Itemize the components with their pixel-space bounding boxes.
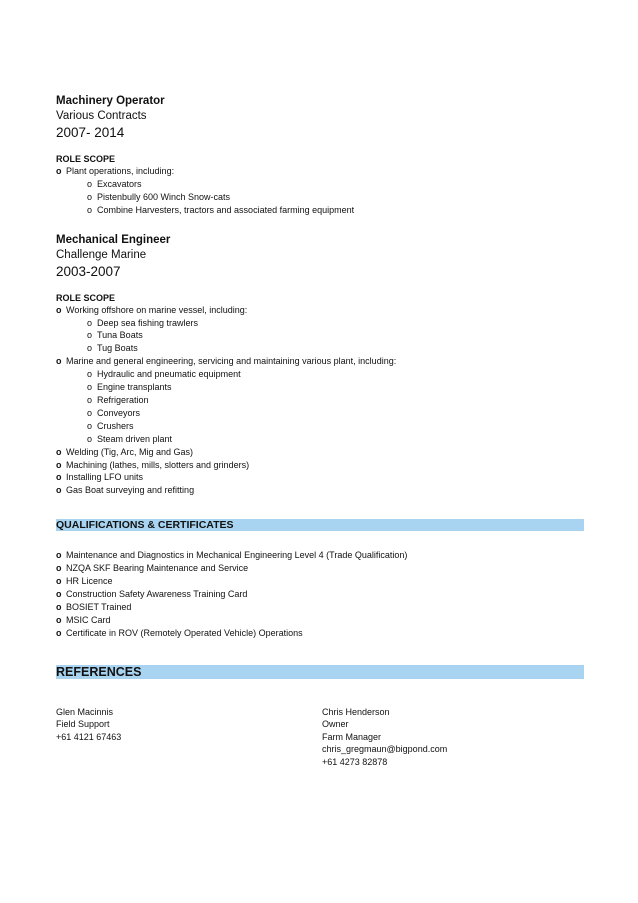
sub-list-item (87, 317, 584, 330)
sub-bullet-icon: o (87, 343, 93, 354)
qualification-text: HR Licence (66, 576, 113, 587)
bullet-icon: o (56, 459, 62, 470)
job-title: Machinery Operator (56, 95, 165, 107)
qualification-text: BOSIET Trained (66, 601, 132, 612)
sub-bullet-icon: o (87, 420, 93, 431)
sub-list-item (87, 420, 584, 433)
list-item (56, 601, 584, 614)
qualification-text: NZQA SKF Bearing Maintenance and Service (66, 563, 249, 574)
list-item (56, 627, 584, 640)
list-item (56, 614, 584, 627)
list-item (56, 575, 584, 588)
reference-name: Glen Macinnis (56, 706, 114, 717)
sub-bullet-icon: o (87, 204, 93, 215)
role-scope-list (56, 165, 584, 217)
bullet-icon: o (56, 627, 62, 638)
list-item (56, 588, 584, 601)
reference-email: chris_gregmaun@bigpond.com (322, 744, 448, 755)
list-item (56, 562, 584, 575)
bullet-icon: o (56, 601, 62, 612)
reference-role: Owner (322, 719, 349, 730)
bullet-icon: o (56, 576, 62, 587)
bullet-icon: o (56, 550, 62, 561)
list-item-text: Plant operations, including: (66, 166, 175, 176)
bullet-icon: o (56, 588, 62, 599)
sub-list-item (87, 381, 584, 394)
bullet-icon: o (56, 304, 62, 315)
list-item (56, 304, 584, 356)
list-item (56, 484, 584, 497)
job-company: Various Contracts (56, 110, 147, 122)
sub-bullet-icon: o (87, 433, 93, 444)
bullet-icon: o (56, 472, 62, 483)
list-item (56, 549, 584, 562)
reference-role-secondary: Farm Manager (322, 731, 382, 742)
sub-item-text: Combine Harvesters, tractors and associated farming equipment (97, 204, 355, 215)
list-item-text: Gas Boat surveying and refitting (66, 485, 195, 496)
sub-list-item (87, 394, 584, 407)
list-item-text: Installing LFO units (66, 472, 144, 483)
list-item (56, 165, 584, 217)
resume-content (56, 94, 584, 776)
reference-name: Chris Henderson (322, 706, 390, 717)
list-item-text: Welding (Tig, Arc, Mig and Gas) (66, 446, 194, 457)
role-scope-label: ROLE SCOPE (56, 154, 116, 164)
sub-list-item (87, 204, 584, 217)
sub-list (87, 317, 584, 356)
sub-item-text: Hydraulic and pneumatic equipment (97, 369, 241, 380)
bullet-icon: o (56, 446, 62, 457)
bullet-icon: o (56, 166, 62, 176)
list-item-text: Marine and general engineering, servicing and maintaining various plant, including: (66, 356, 397, 367)
list-item (56, 459, 584, 472)
job-dates: 2003-2007 (56, 263, 121, 279)
sub-bullet-icon: o (87, 330, 93, 341)
reference-role: Field Support (56, 719, 110, 730)
sub-bullet-icon: o (87, 407, 93, 418)
sub-bullet-icon: o (87, 382, 93, 393)
sub-item-text: Deep sea fishing trawlers (97, 317, 199, 328)
sub-list-item (87, 178, 584, 191)
job-entry-mechanical-engineer (56, 233, 584, 498)
qualification-text: Certificate in ROV (Remotely Operated Vehicle) Operations (66, 627, 303, 638)
job-entry-machinery-operator (56, 94, 584, 217)
sub-bullet-icon: o (87, 394, 93, 405)
references-heading: REFERENCES (56, 665, 584, 679)
job-dates: 2007- 2014 (56, 125, 125, 140)
sub-item-text: Tuna Boats (97, 330, 143, 341)
job-company: Challenge Marine (56, 248, 147, 261)
sub-list-item (87, 433, 584, 446)
qualification-text: Maintenance and Diagnostics in Mechanical Engineering Level 4 (Trade Qualification) (66, 550, 408, 561)
sub-list-item (87, 191, 584, 204)
sub-list (87, 368, 584, 445)
qualifications-heading: QUALIFICATIONS & CERTIFICATES (56, 519, 584, 531)
list-item (56, 355, 584, 445)
bullet-icon: o (56, 356, 62, 367)
sub-bullet-icon: o (87, 178, 93, 189)
list-item (56, 471, 584, 484)
list-item-text: Machining (lathes, mills, slotters and grinders) (66, 459, 250, 470)
sub-item-text: Refrigeration (97, 394, 149, 405)
sub-list-item (87, 342, 584, 355)
reference-chris-henderson (322, 706, 447, 769)
qualification-text: Construction Safety Awareness Training Card (66, 588, 248, 599)
list-item (56, 446, 584, 459)
role-scope-label: ROLE SCOPE (56, 292, 116, 303)
sub-item-text: Steam driven plant (97, 433, 173, 444)
reference-phone: +61 4121 67463 (56, 731, 122, 742)
job-title: Mechanical Engineer (56, 233, 171, 246)
reference-glen-macinnis (56, 706, 121, 744)
bullet-icon: o (56, 563, 62, 574)
bullet-icon: o (56, 485, 62, 496)
sub-bullet-icon: o (87, 317, 93, 328)
sub-list (87, 178, 584, 217)
sub-item-text: Pistenbully 600 Winch Snow-cats (97, 191, 231, 202)
sub-item-text: Engine transplants (97, 382, 172, 393)
qualifications-list (56, 549, 584, 639)
sub-item-text: Tug Boats (97, 343, 138, 354)
list-item-text: Working offshore on marine vessel, including: (66, 304, 248, 315)
reference-phone: +61 4273 82878 (322, 756, 388, 767)
sub-item-text: Crushers (97, 420, 134, 431)
sub-bullet-icon: o (87, 191, 93, 202)
role-scope-list (56, 304, 584, 498)
qualification-text: MSIC Card (66, 614, 111, 625)
bullet-icon: o (56, 614, 62, 625)
sub-list-item (87, 407, 584, 420)
sub-bullet-icon: o (87, 369, 93, 380)
sub-item-text: Excavators (97, 178, 142, 189)
sub-list-item (87, 368, 584, 381)
sub-item-text: Conveyors (97, 407, 141, 418)
references-grid (56, 706, 584, 776)
sub-list-item (87, 329, 584, 342)
